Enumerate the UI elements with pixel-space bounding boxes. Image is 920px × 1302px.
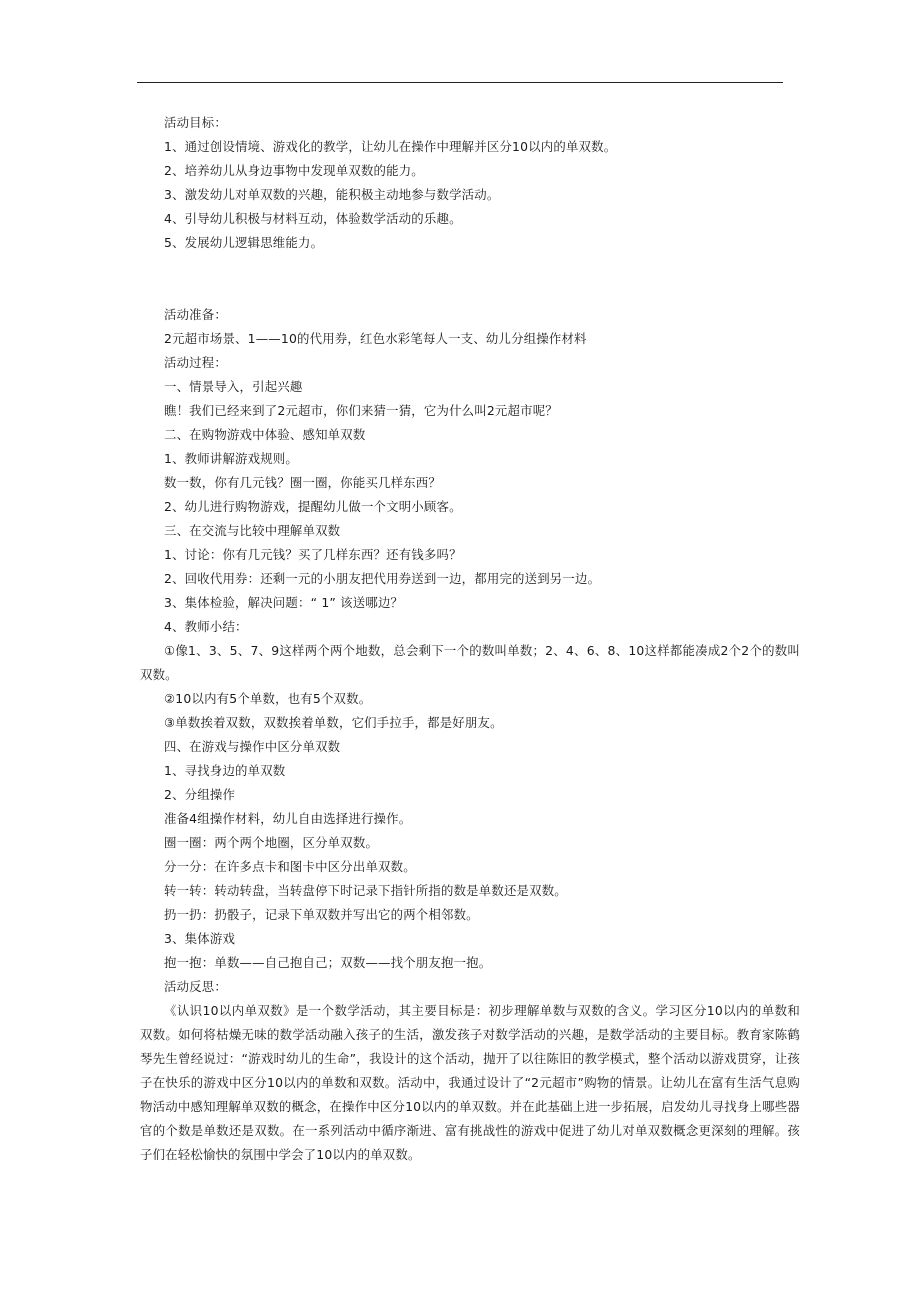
section-2-line: 1、教师讲解游戏规则。 [164,451,298,466]
goal-item: 3、激发幼儿对单双数的兴趣，能积极主动地参与数学活动。 [164,187,500,202]
section-4-line: 转一转：转动转盘，当转盘停下时记录下指针所指的数是单数还是双数。 [164,883,567,898]
section-3-title: 三、在交流与比较中理解单双数 [164,523,341,538]
section-4-line: 圈一圈：两个两个地圈，区分单双数。 [164,835,379,850]
summary-point: ①像1、3、5、7、9这样两个两个地数，总会剩下一个的数叫单数；2、4、6、8、10这样都能凑成2个2个的数叫双数。 [140,643,800,682]
goal-item: 5、发展幼儿逻辑思维能力。 [164,235,324,250]
section-4-line: 1、寻找身边的单双数 [164,763,286,778]
prep-heading: 活动准备： [164,307,227,322]
document-body [140,111,800,1167]
section-4-title: 四、在游戏与操作中区分单双数 [164,739,341,754]
section-4-line: 抱一抱：单数——自己抱自己；双数——找个朋友抱一抱。 [164,955,492,970]
section-4-line: 2、分组操作 [164,787,236,802]
goal-item: 2、培养幼儿从身边事物中发现单双数的能力。 [164,163,424,178]
summary-point: ②10以内有5个单数，也有5个双数。 [164,691,372,706]
goals-heading: 活动目标： [164,115,227,130]
goal-item: 4、引导幼儿积极与材料互动，体验数学活动的乐趣。 [164,211,462,226]
section-gap [140,279,800,303]
section-1-title: 一、情景导入，引起兴趣 [164,379,303,394]
section-3-line: 1、讨论：你有几元钱？买了几样东西？还有钱多吗？ [164,547,462,562]
section-2-line: 数一数，你有几元钱？圈一圈，你能买几样东西？ [164,475,441,490]
section-3-line: 4、教师小结： [164,619,248,634]
header-rule [137,82,783,83]
reflection-heading: 活动反思： [164,979,227,994]
section-4-line: 扔一扔：扔骰子，记录下单双数并写出它的两个相邻数。 [164,907,479,922]
section-4-line: 准备4组操作材料，幼儿自由选择进行操作。 [164,811,412,826]
process-heading: 活动过程： [164,355,227,370]
prep-text: 2元超市场景、1——10的代用券，红色水彩笔每人一支、幼儿分组操作材料 [164,331,587,346]
section-3-line: 2、回收代用券：还剩一元的小朋友把代用券送到一边，都用完的送到另一边。 [164,571,601,586]
section-4-line: 3、集体游戏 [164,931,236,946]
section-1-text: 瞧！我们已经来到了2元超市，你们来猜一猜，它为什么叫2元超市呢？ [164,403,558,418]
section-4-line: 分一分：在许多点卡和图卡中区分出单双数。 [164,859,416,874]
section-gap [140,255,800,279]
goal-item: 1、通过创设情境、游戏化的教学，让幼儿在操作中理解并区分10以内的单双数。 [164,139,617,154]
section-2-line: 2、幼儿进行购物游戏，提醒幼儿做一个文明小顾客。 [164,499,462,514]
section-2-title: 二、在购物游戏中体验、感知单双数 [164,427,366,442]
section-3-line: 3、集体检验，解决问题：“ 1” 该送哪边？ [164,595,404,610]
reflection-text: 《认识10以内单双数》是一个数学活动，其主要目标是：初步理解单数与双数的含义。学习区分10以内的单数和双数。如何将枯燥无味的数学活动融入孩子的生活，激发孩子对数学活动的兴趣，是数学活动的主要目标。教育家陈鹤琴先生曾经说过：“游戏时幼儿的生命”，我设计的这个活动，抛开了以往陈旧的教学模式，整个活动以游戏贯穿，让孩子在快乐的游戏中区分10以内的单数和双数。活动中，我通过设计了“2元超市”购物的情景。让幼儿在富有生活气息购物活动中感知理解单双数的概念，在操作中区分10以内的单双数。并在此基础上进一步拓展，启发幼儿寻找身上哪些器官的个数是单数还是双数。在一系列活动中循序渐进、富有挑战性的游戏中促进了幼儿对单双数概念更深刻的理解。孩子们在轻松愉快的氛围中学会了10以内的单双数。 [140,1003,800,1162]
summary-point: ③单数挨着双数，双数挨着单数，它们手拉手，都是好朋友。 [164,715,503,730]
